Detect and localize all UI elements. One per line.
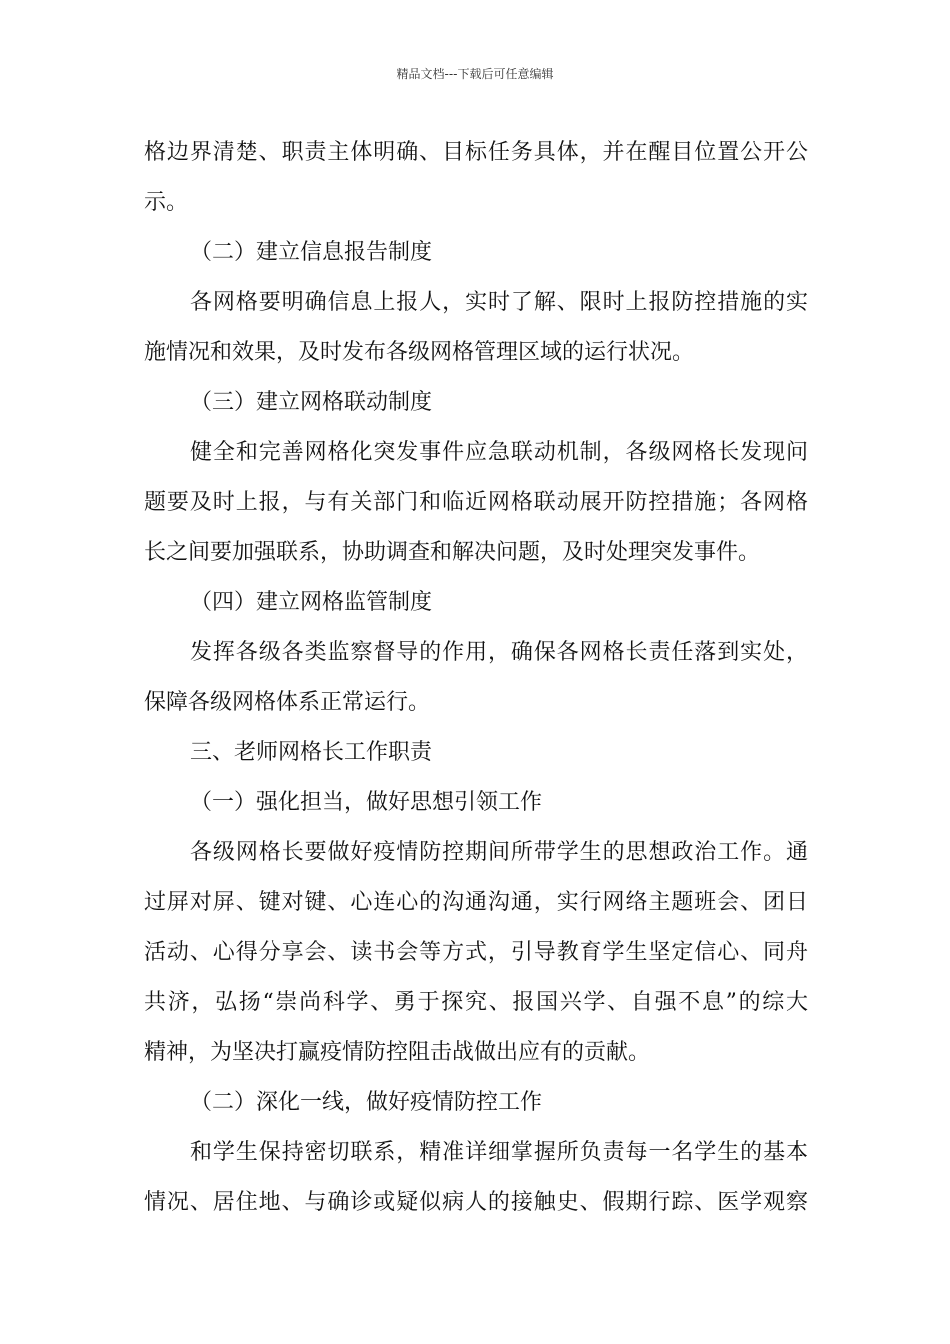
text-line: 过屏对屏、键对键、心连心的沟通沟通，实行网络主题班会、团日	[144, 890, 808, 915]
text-line: 保障各级网格体系正常运行。	[144, 690, 431, 715]
text-line: 活动、心得分享会、读书会等方式，引导教育学生坚定信心、同舟	[144, 940, 808, 965]
text-line: 长之间要加强联系，协助调查和解决问题，及时处理突发事件。	[144, 540, 761, 565]
section-heading: （四）建立网格监管制度	[190, 590, 433, 615]
document-body	[144, 128, 808, 1228]
text-line: 各级网格长要做好疫情防控期间所带学生的思想政治工作。通	[190, 840, 808, 865]
text-line: 发挥各级各类监察督导的作用，确保各网格长责任落到实处，	[190, 640, 808, 665]
section-heading: （二）深化一线，做好疫情防控工作	[190, 1090, 543, 1115]
text-line: 格边界清楚、职责主体明确、目标任务具体，并在醒目位置公开公	[144, 140, 808, 165]
text-line: 健全和完善网格化突发事件应急联动机制，各级网格长发现问	[190, 440, 808, 465]
section-heading: （一）强化担当，做好思想引领工作	[190, 790, 543, 815]
section-heading: （三）建立网格联动制度	[190, 390, 433, 415]
page-header: 精品文档---下载后可任意编辑	[396, 67, 554, 81]
text-line: 示。	[144, 190, 189, 215]
section-heading: （二）建立信息报告制度	[190, 240, 433, 265]
text-line: 情况、居住地、与确诊或疑似病人的接触史、假期行踪、医学观察	[144, 1190, 808, 1215]
text-line: 题要及时上报，与有关部门和临近网格联动展开防控措施；各网格	[144, 490, 808, 515]
text-line: 各网格要明确信息上报人，实时了解、限时上报防控措施的实	[190, 290, 808, 315]
text-line: 施情况和效果，及时发布各级网格管理区域的运行状况。	[144, 340, 695, 365]
section-heading: 三、老师网格长工作职责	[190, 740, 433, 765]
text-line: 共济，弘扬“崇尚科学、勇于探究、报国兴学、自强不息”的综大	[144, 990, 808, 1015]
text-line: 和学生保持密切联系，精准详细掌握所负责每一名学生的基本	[190, 1140, 808, 1165]
text-line: 精神，为坚决打赢疫情防控阻击战做出应有的贡献。	[144, 1040, 651, 1065]
